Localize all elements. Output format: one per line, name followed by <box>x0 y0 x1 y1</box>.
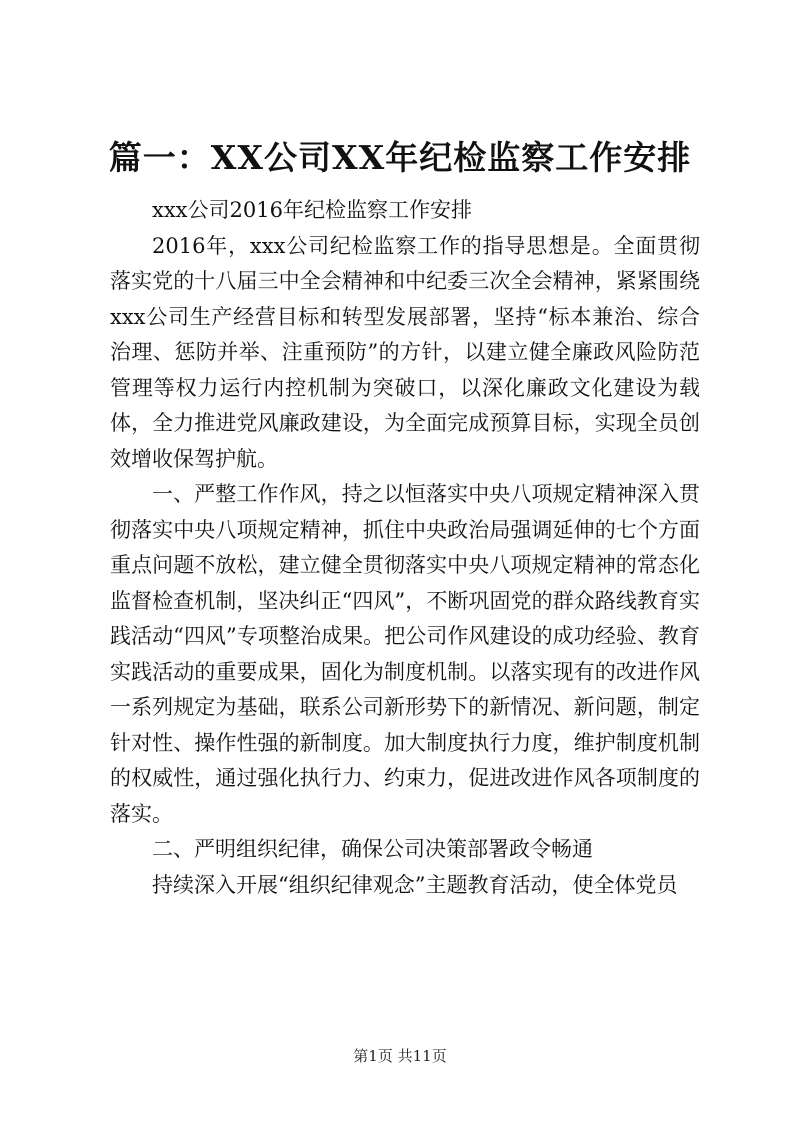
guiding-thought-paragraph: 2016年，xxx公司纪检监察工作的指导思想是。全面贯彻落实党的十八届三中全会精神和中纪委三次全会精神，紧紧围绕xxx公司生产经营目标和转型发展部署，坚持“标本兼治、综合治理、惩防并举、注重预防”的方针，以建立健全廉政风险防范管理等权力运行内控机制为突破口，以深化廉政文化建设为载体，全力推进党风廉政建设，为全面完成预算目标，实现全员创效增收保驾护航。 <box>110 233 700 471</box>
section-one-paragraph: 一、严整工作作风，持之以恒落实中央八项规定精神深入贯彻落实中央八项规定精神，抓住中央政治局强调延伸的七个方面重点问题不放松，建立健全贯彻落实中央八项规定精神的常态化监督检查机制，坚决纠正“四风”，不断巩固党的群众路线教育实践活动“四风”专项整治成果。把公司作风建设的成功经验、教育实践活动的重要成果，固化为制度机制。以落实现有的改进作风一系列规定为基础，联系公司新形势下的新情况、新问题，制定针对性、操作性强的新制度。加大制度执行力度，维护制度机制的权威性，通过强化执行力、约束力，促进改进作风各项制度的落实。 <box>110 482 700 826</box>
page-number-footer: 第1页 共11页 <box>353 1047 447 1065</box>
document-title: 篇一：XX公司XX年纪检监察工作安排 <box>108 138 692 177</box>
section-two-paragraph: 持续深入开展“组织纪律观念”主题教育活动，使全体党员 <box>152 872 678 897</box>
subtitle-paragraph: xxx公司2016年纪检监察工作安排 <box>152 198 472 222</box>
document-body <box>110 193 700 903</box>
section-two-heading: 二、严明组织纪律，确保公司决策部署政令畅通 <box>152 837 593 861</box>
